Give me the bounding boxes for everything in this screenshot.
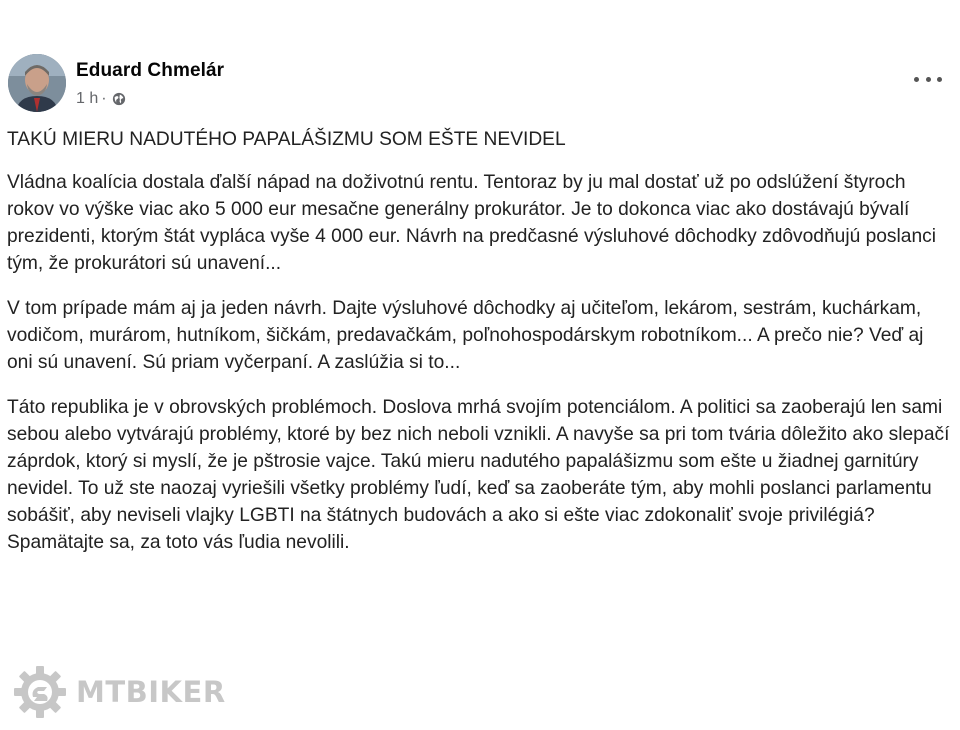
more-options-icon[interactable] (914, 72, 942, 86)
more-dot (926, 77, 931, 82)
post-paragraph-2: V tom prípade mám aj ja jeden návrh. Dajte výsluhové dôchodky aj učiteľom, lekárom, sestrám, kuchárkam, vodičom, murárom, hutníkom, šičkám, predavačkám, poľnohospodárskym robotníkom... A prečo nie? Veď aj oni sú unavení. Sú priam vyčerpaní. A zaslúžia si to... (7, 298, 924, 373)
post-meta (76, 90, 126, 108)
gear-logo-icon (14, 666, 66, 718)
post-title: TAKÚ MIERU NADUTÉHO PAPALÁŠIZMU SOM EŠTE NEVIDEL (7, 129, 566, 150)
avatar-image (8, 54, 66, 112)
author-avatar[interactable] (8, 54, 66, 112)
post-paragraph-1: Vládna koalícia dostala ďalší nápad na doživotnú rentu. Tentoraz by ju mal dostať už po odslúžení štyroch rokov vo výške viac ako 5 000 eur mesačne generálny prokurátor. Je to dokonca viac ako dostávajú bývalí prezidenti, ktorým štát vypláca vyše 4 000 eur. Návrh na predčasné výsluhové dôchodky zdôvodňujú poslanci tým, že prokurátori sú unavení... (7, 172, 936, 274)
post-paragraph-3: Táto republika je v obrovských problémoch. Doslova mrhá svojím potenciálom. A politici sa zaoberajú len sami sebou alebo vytvárajú problémy, ktoré by bez nich neboli vznikli. A navyše sa pri tom tvária dôležito ako slepačí záprdok, ktorý si myslí, že je pštrosie vajce. Takú mieru nadutého papalášizmu som ešte u žiadnej garnitúry nevidel. To už ste naozaj vyriešili všetky problémy ľudí, keď sa zaoberáte tým, aby mohli poslanci parlamentu sobášiť, aby neviseli vlajky LGBTI na štátnych budovách a ako si ešte viac zdokonaliť svoje privilégiá? Spamätajte sa, za toto vás ľudia nevolili. (7, 397, 950, 553)
watermark-text: MTBIKER (76, 675, 226, 709)
post-header (8, 54, 952, 116)
post-time[interactable]: 1 h (76, 90, 99, 107)
globe-icon[interactable] (112, 92, 126, 106)
more-dot (937, 77, 942, 82)
author-name[interactable]: Eduard Chmelár (76, 60, 225, 81)
meta-separator: · (101, 90, 107, 107)
mtbiker-watermark (14, 664, 226, 720)
post-content (7, 126, 952, 574)
more-dot (914, 77, 919, 82)
